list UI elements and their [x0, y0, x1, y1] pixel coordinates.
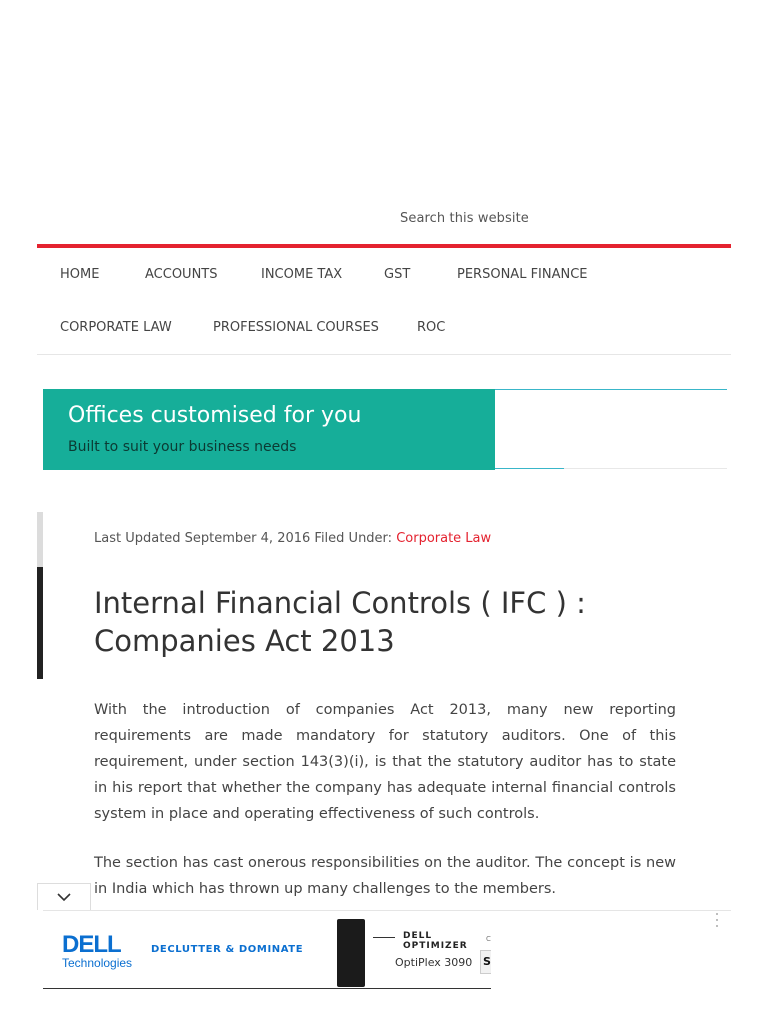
cut-off-label: C: [486, 935, 491, 943]
search-input[interactable]: Search this website: [400, 211, 529, 226]
ad-tagline: DECLUTTER & DOMINATE: [151, 944, 304, 955]
ad-border-gray: [564, 468, 727, 469]
pc-tower-image: [337, 919, 365, 987]
article-paragraph: With the introduction of companies Act 2013, many new reporting requirements are made mandatory for statutory auditors. One of this requirement, under section 143(3)(i), is that the statutory auditor has to state in his report that whether the company has adequate internal financial controls system in place and operating effectiveness of such controls.: [94, 702, 676, 822]
reading-progress-indicator: [37, 567, 43, 679]
more-vertical-icon[interactable]: [715, 913, 719, 927]
dell-logo: DELL: [62, 931, 121, 958]
ad-dash: [373, 937, 395, 938]
ad-border-bottom: [495, 468, 564, 469]
ad-border-top: [495, 389, 727, 390]
product-label-line1: DELL: [403, 931, 433, 941]
nav-item-roc[interactable]: ROC: [417, 320, 446, 335]
post-meta: [94, 531, 491, 546]
nav-item-professional-courses[interactable]: PROFESSIONAL COURSES: [213, 320, 379, 335]
article-title: Internal Financial Controls ( IFC ) : Companies Act 2013: [94, 586, 586, 658]
nav-item-gst[interactable]: GST: [384, 267, 411, 282]
reading-progress-track: [37, 512, 43, 567]
dell-ad-creative: [43, 911, 491, 989]
product-label: [403, 931, 468, 951]
category-link[interactable]: Corporate Law: [396, 531, 492, 546]
office-ad-banner[interactable]: [43, 389, 727, 470]
main-nav: [37, 248, 731, 355]
chevron-down-icon: [57, 893, 71, 902]
nav-item-accounts[interactable]: ACCOUNTS: [145, 267, 218, 282]
nav-item-personal-finance[interactable]: PERSONAL FINANCE: [457, 267, 588, 282]
post-meta-text: Last Updated September 4, 2016 Filed Under:: [94, 531, 397, 546]
dot: [716, 925, 718, 927]
ad-title: Offices customised for you: [68, 403, 362, 428]
nav-item-corporate-law[interactable]: CORPORATE LAW: [60, 320, 172, 335]
collapse-ad-button[interactable]: [37, 883, 91, 910]
ad-panel: [43, 389, 495, 470]
dot: [716, 919, 718, 921]
product-name: OptiPlex 3090: [395, 956, 473, 969]
dell-logo-subtitle: Technologies: [62, 956, 133, 970]
nav-item-income-tax[interactable]: INCOME TAX: [261, 267, 343, 282]
dell-ad[interactable]: [43, 910, 731, 989]
dot: [716, 913, 718, 915]
article-paragraph: The section has cast onerous responsibilities on the auditor. The concept is new in India which has thrown up many challenges to the members.: [94, 855, 676, 897]
ad-subtitle: Built to suit your business needs: [68, 439, 297, 455]
cut-off-button[interactable]: S: [480, 950, 491, 974]
nav-item-home[interactable]: HOME: [60, 267, 100, 282]
product-label-line2: OPTIMIZER: [403, 941, 468, 951]
